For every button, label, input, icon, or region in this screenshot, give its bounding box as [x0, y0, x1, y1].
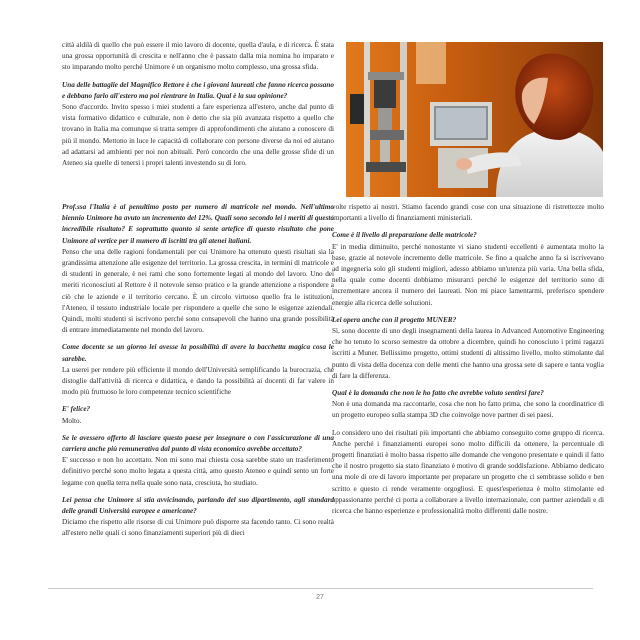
answer-paragraph: volte rispetto ai nostri. Stiamo facendo grandi cose con una situazione di ristrettezze molto importanti a livello di finanziamenti ministeriali. [332, 203, 604, 223]
answer-paragraph: E' successo e non ho accettato. Non mi sono mai chiesta cosa sarebbe stato un trasferimento definitivo perché sono molto legata a questa città, amo questo Ateneo e quindi sento un forte legame con quella terra nella quale sono nata, cresciuta, ho studiato. [62, 456, 334, 487]
question-heading: E' felice? [62, 405, 91, 414]
answer-paragraph: Non è una domanda ma raccontarle, cosa che non ho fatto prima, che sono la coordinatrice di un progetto europeo sulla stampa 3D che coinvolge nove partner di sei paesi. [332, 400, 604, 420]
answer-paragraph: Diciamo che rispetto alle risorse di cui Unimore può disporre sta facendo tanto. Ci sono realtà all'estero nelle quali ci sono finanziamenti superiori più di dieci [62, 518, 334, 538]
right-text-column [332, 202, 604, 523]
answer-paragraph: La userei per rendere più efficiente il mondo dell'Università semplificando la burocrazia, che distoglie dall'attività di ricerca e didattica, e dando la possibilità ai docenti di far valere in modo più fruttuoso le loro competenze tecnico scientifiche [62, 365, 334, 397]
question-heading: Prof.ssa l'Italia è al penultimo posto per numero di matricole nel mondo. Nell'ultimo biennio Unimore ha avuto un incremento del 12%. Quali sono secondo lei i meriti di questo incredibile risultato? E soprattutto quanto si sente artefice di questo risultato che pone Unimore al vertice per il numero di iscritti tra gli atenei italiani. [62, 203, 334, 245]
question-heading: Una delle battaglie del Magnifico Rettore è che i giovani laureati che fanno ricerca possano e debbano farlo all'estero ma poi rientrare in Italia. Qual è la sua opinione? [62, 80, 334, 100]
answer-paragraph: Penso che una delle ragioni fondamentali per cui Unimore ha ottenuto questi risultati sia la grandissima attenzione alle esigenze del territorio. La grossa crescita, in termini di matricole e di studenti in generale, è nei rami che sono fortemente legati al mondo del lavoro. Uno dei meriti riconosciuti al Rettore è il notevole senso pratico e la grande attenzione a rispondere a ciò che le aziende e il territorio cercano. È un circolo virtuoso quello fra le istituzioni, l'Ateneo, il tessuto industriale locale per rispondere a quelle che sono le esigenze aziendali. Quindi, molti studenti si iscrivono perché sono consapevoli che hanno una grande possibilità di entrare immediatamente nel mondo del lavoro. [62, 247, 334, 335]
answer-paragraph: Sì, sono docente di uno degli insegnamenti della laurea in Advanced Automotive Engineering che ho tenuto lo scorso semestre da ottobre a dicembre, quindi ho conosciuto i primi ragazzi iscritti a Muner. Bellissimo progetto, ottimi studenti di altissimo livello, molto stimolante dal punto di vista della docenza con delle menti che hanno una grossa sete di sapere e tanta voglia di fare la differenza. [332, 327, 604, 380]
footer-divider [48, 588, 593, 589]
page-number: 27 [316, 594, 324, 601]
article-photo [346, 42, 603, 197]
question-heading: Qual è la domanda che non le ho fatto che avrebbe voluto sentirsi fare? [332, 389, 544, 398]
answer-paragraph: Molto. [62, 416, 82, 425]
question-heading: Come docente se un giorno lei avesse la possibilità di avere la bacchetta magica cosa le sarebbe. [62, 343, 334, 363]
answer-paragraph: E' in media diminuito, perché nonostante vi siano studenti eccellenti è aumentata molto la base, grazie al notevole incremento delle matricole. Se fino a qualche anno fa si iscrivevano ad ingegneria solo gli studenti migliori, adesso abbiamo un'utenza più varia. Una bella sfida, nella quale come docenti dobbiamo misurarci perché le esigenze del territorio sono di incrementare ancora il numero dei laureati. Non mi piace lamentarmi, preferisco spendere energie alla ricerca delle soluzioni. [332, 242, 604, 307]
question-heading: Come è il livello di preparazione delle matricole? [332, 231, 477, 240]
question-heading: Lei pensa che Unimore si stia avvicinando, parlando del suo dipartimento, agli standard delle grandi Università europee e americane? [62, 495, 334, 516]
top-text-column [62, 40, 334, 175]
answer-paragraph: Sono d'accordo. Invito spesso i miei studenti a fare esperienza all'estero, anche dal punto di vista formativo didattico e culturale, non è detto che sia più avanzata rispetto a quello che trovano in Italia ma comunque si tratta sempre di approfondimenti che aiutano a conoscere di più il mondo. Mettono in luce le capacità di collaborare con persone diverse da noi ed aiutano ad adattarsi ad ambienti per noi non abituali. Però concordo che una delle grosse sfide di un Ateneo sia quelle di tenersi i propri talenti investendo su di loro. [62, 103, 334, 168]
answer-paragraph: Lo considero uno dei risultati più importanti che abbiamo conseguito come gruppo di ricerca. Anche perché i finanziamenti europei sono molto difficili da ottenere, la percentuale di progetti finanziati è molto bassa rispetto alle domande che vengono presentate e quindi il fatto che il nostro progetto sia stato finanziato è motivo di grande soddisfazione. Abbiamo dedicato una mole di ore di lavoro importante per preparare un progetto che ci sembrasse solido e ben scritto e questo ci rende veramente orgogliosi. E quest'esperienza è molto stimolante ed appassionante perché ci porta a collaborare a livello internazionale, con partner aziendali e di ricerca che hanno esperienze e professionalità molto differenti dalle nostre. [332, 428, 604, 516]
answer-paragraph: città aldilà di quello che può essere il mio lavoro di docente, quella d'aula, e di ricerca. È stata una grossa opportunità di crescita e nell'anno che è passato dalla mia nomina ho imparato e sto imparando molto perché Unimore è un organismo molto complesso, una grossa sfida. [62, 41, 334, 72]
question-heading: Se le avessero offerto di lasciare questo paese per insegnare o con l'assicurazione di una carriera anche più remunerativa dal punto di vista economico avrebbe accettato? [62, 433, 334, 454]
left-text-column [62, 202, 334, 546]
question-heading: Lei opera anche con il progetto MUNER? [332, 315, 457, 324]
